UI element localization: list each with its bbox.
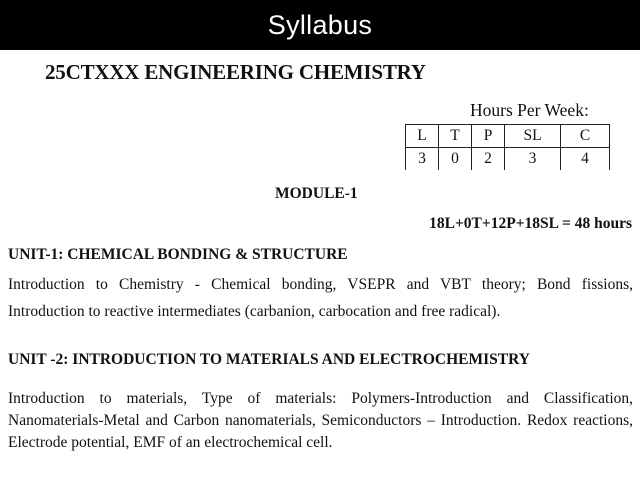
hours-header-cell: SL xyxy=(505,125,561,148)
unit-2-heading: UNIT -2: INTRODUCTION TO MATERIALS AND ELECTROCHEMISTRY xyxy=(8,351,530,368)
hours-value-cell: 0 xyxy=(439,148,472,171)
hours-header-cell: P xyxy=(472,125,505,148)
hours-value-row xyxy=(406,148,610,171)
hours-header-row xyxy=(406,125,610,148)
hours-per-week-label: Hours Per Week: xyxy=(470,100,589,120)
unit-1-heading: UNIT-1: CHEMICAL BONDING & STRUCTURE xyxy=(8,246,348,263)
hours-value-cell: 4 xyxy=(561,148,610,171)
hours-header-cell: T xyxy=(439,125,472,148)
hours-value-cell: 3 xyxy=(505,148,561,171)
unit-2-description: Introduction to materials, Type of materials: Polymers-Introduction and Classification, Nanomaterials-Metal and Carbon nanomaterials, Semiconductors – Introduction. Redox reactions, Electrode potential, EMF of an electrochemical cell. xyxy=(8,390,633,451)
module-total-hours: 18L+0T+12P+18SL = 48 hours xyxy=(429,215,632,232)
course-title: 25CTXXX ENGINEERING CHEMISTRY xyxy=(45,60,426,84)
hours-value-cell: 2 xyxy=(472,148,505,171)
unit-1-description: Introduction to Chemistry - Chemical bonding, VSEPR and VBT theory; Bond fissions, Introduction to reactive intermediates (carbanion, carbocation and free radical). xyxy=(8,276,633,320)
module-title: MODULE-1 xyxy=(275,185,358,202)
hours-header-cell: L xyxy=(406,125,439,148)
hours-header-cell: C xyxy=(561,125,610,148)
slide-title-bar xyxy=(0,0,640,50)
hours-table xyxy=(405,124,610,170)
slide-title: Syllabus xyxy=(267,9,373,40)
hours-value-cell: 3 xyxy=(406,148,439,171)
